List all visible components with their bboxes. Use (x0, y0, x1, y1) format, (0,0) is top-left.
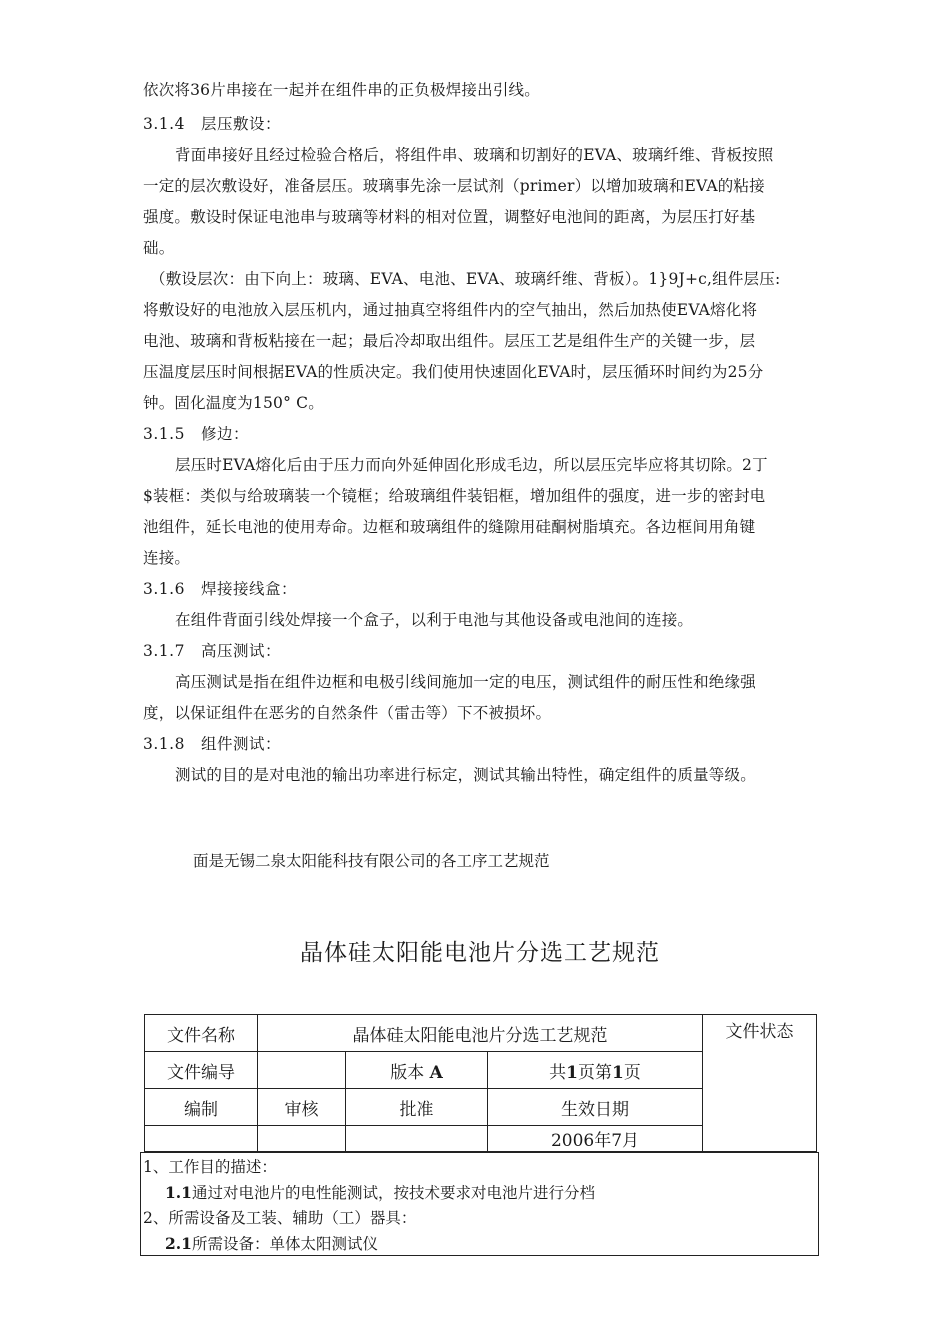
section-heading: 3.1.5 修边： (143, 425, 249, 443)
section-heading: 3.1.4 层压敷设： (143, 115, 281, 133)
approver-label: 批准 (346, 1089, 488, 1126)
body-line: 依次将36片串接在一起并在组件串的正负极焊接出引线。 (143, 81, 540, 99)
reviewer-value (258, 1126, 346, 1152)
body-line: 测试的目的是对电池的输出功率进行标定，测试其输出特性，确定组件的质量等级。 (175, 766, 756, 784)
section-heading: 3.1.7 高压测试： (143, 642, 281, 660)
body-line: 连接。 (143, 549, 191, 567)
editor-value (145, 1126, 258, 1152)
document-title: 晶体硅太阳能电池片分选工艺规范 (300, 940, 660, 966)
body-line: 压温度层压时间根据EVA的性质决定。我们使用快速固化EVA时，层压循环时间约为25分 (143, 363, 764, 381)
version-cell (346, 1052, 488, 1089)
page-count-cell (488, 1052, 703, 1089)
body-line: 池组件，延长电池的使用寿命。边框和玻璃组件的缝隙用硅酮树脂填充。各边框间用角键 (143, 518, 756, 536)
body-line: 度，以保证组件在恶劣的自然条件（雷击等）下不被损坏。 (143, 704, 552, 722)
body-line: 层压时EVA熔化后由于压力而向外延伸固化形成毛边，所以层压完毕应将其切除。2丁 (175, 456, 768, 474)
item-number: 2.1 (165, 1234, 192, 1253)
approver-value (346, 1126, 488, 1152)
file-number-label: 文件编导 (145, 1052, 258, 1089)
page-count-mid: 页第 (578, 1062, 612, 1083)
section-1-item (165, 1181, 595, 1205)
version-prefix: 版本 (390, 1062, 425, 1083)
body-line: 一定的层次敷设好，准备层压。玻璃事先涂一层试剂（primer）以增加玻璃和EVA的粘接 (143, 177, 765, 195)
section-heading: 3.1.6 焊接接线盒： (143, 580, 297, 598)
page-count-suffix: 页 (623, 1062, 641, 1083)
file-name-label: 文件名称 (145, 1015, 258, 1052)
effective-date-label: 生效日期 (488, 1089, 703, 1126)
page-total: 1 (566, 1062, 578, 1083)
item-text: 所需设备：单体太阳测试仪 (191, 1235, 378, 1253)
body-line: （敷设层次：由下向上：玻璃、EVA、电池、EVA、玻璃纤维、背板）。1}9J+c,组件层压: (150, 270, 781, 288)
body-line: 钟。固化温度为150° C。 (143, 394, 324, 412)
section-1-title: 1、工作目的描述： (143, 1158, 277, 1176)
effective-date-value: 2006年7月 (488, 1126, 703, 1152)
section-2-item (165, 1232, 378, 1256)
body-line: 背面串接好且经过检验合格后，将组件串、玻璃和切割好的EVA、玻璃纤维、背板按照 (175, 146, 774, 164)
reviewer-label: 审核 (258, 1089, 346, 1126)
body-line: 础。 (143, 239, 175, 257)
document-info-table (144, 1014, 817, 1152)
version-value: A (429, 1062, 443, 1083)
body-line: 在组件背面引线处焊接一个盒子，以利于电池与其他设备或电池间的连接。 (175, 611, 694, 629)
editor-label: 编制 (145, 1089, 258, 1126)
section-2-title: 2、所需设备及工装、辅助（工）器具： (143, 1209, 417, 1227)
body-line: $装框：类似与给玻璃装一个镜框；给玻璃组件装铝框，增加组件的强度，进一步的密封电 (143, 487, 766, 505)
page-count-prefix: 共 (549, 1062, 567, 1083)
procedure-sections-box (140, 1152, 819, 1256)
page-current: 1 (612, 1062, 624, 1083)
file-number-value (258, 1052, 346, 1089)
table-row (145, 1015, 817, 1052)
item-number: 1.1 (165, 1183, 192, 1202)
body-line: 将敷设好的电池放入层压机内，通过抽真空将组件内的空气抽出，然后加热使EVA熔化将 (143, 301, 758, 319)
file-status-label: 文件状态 (703, 1015, 817, 1152)
body-line: 电池、玻璃和背板粘接在一起；最后冷却取出组件。层压工艺是组件生产的关键一步，层 (143, 332, 756, 350)
body-line: 高压测试是指在组件边框和电极引线间施加一定的电压，测试组件的耐压性和绝缘强 (175, 673, 756, 691)
company-note: 面是无锡二泉太阳能科技有限公司的各工序工艺规范 (193, 852, 550, 870)
body-line: 强度。敷设时保证电池串与玻璃等材料的相对位置，调整好电池间的距离，为层压打好基 (143, 208, 756, 226)
section-heading: 3.1.8 组件测试： (143, 735, 281, 753)
item-text: 通过对电池片的电性能测试，按技术要求对电池片进行分档 (191, 1184, 595, 1202)
file-name-value: 晶体硅太阳能电池片分选工艺规范 (258, 1015, 703, 1052)
